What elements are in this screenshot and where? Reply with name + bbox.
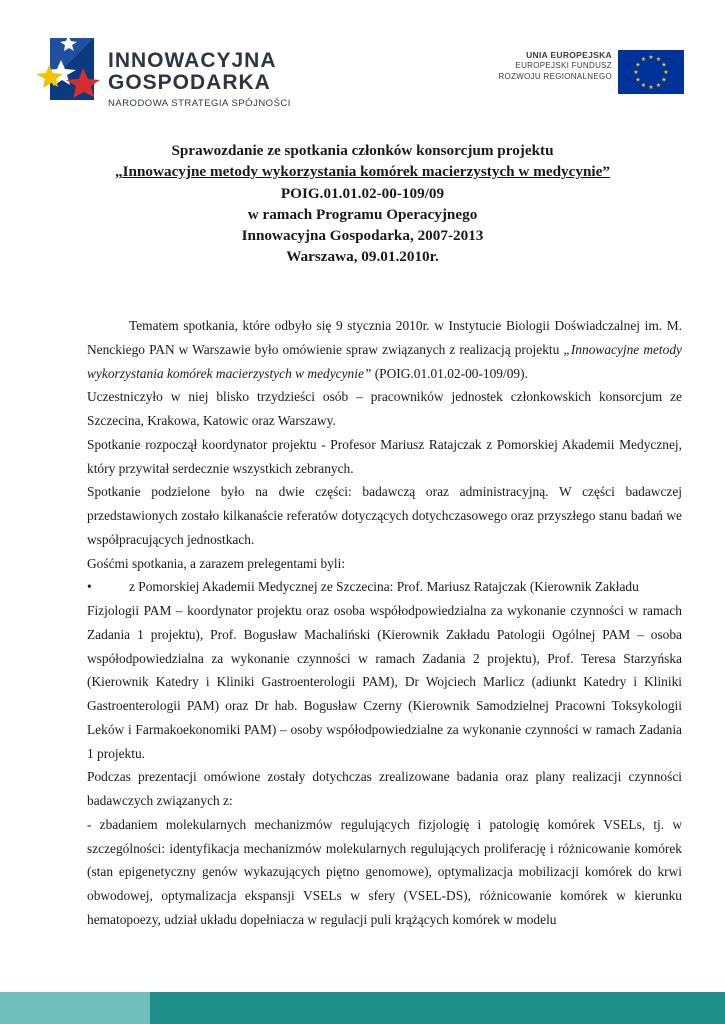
- paragraph-research: - zbadaniem molekularnych mechanizmów regulujących fizjologię i patologię komórek VSELs, tj. w szczególności: identyfikacja mechanizmów molekularnych regulujących proliferację i różnicowanie komórek (stan epigenetyczny genów wykazujących piętno genomowe), optymalizacja mobilizacji komórek do krwi obwodowej, optymalizacja ekspansji VSELs w sfery (VSEL-DS), różnicowanie komórek w kierunku hematopoezy, udział układu dopełniacza w regulacji puli krążących komórek w modelu: [87, 816, 682, 927]
- svg-text:★: ★: [655, 56, 662, 63]
- title-line-1: Sprawozdanie ze spotkania członków konsorcjum projektu: [171, 142, 554, 159]
- paragraph-presentations: Podczas prezentacji omówione zostały dotychczas zrealizowane badania oraz plany realizacji czynności badawczych związanych z:: [87, 769, 682, 808]
- report-body: [87, 314, 682, 932]
- bullet-text-continued: Fizjologii PAM – koordynator projektu oraz osoba współodpowiedzialna za wykonanie czynności w ramach Zadania 1 projektu), Prof. Bogusław Machaliński (Kierownik Zakładu Patologii Ogólnej PAM – osoba współodpowiedzialna za wykonanie czynności w ramach Zadania 2 projektu), Prof. Teresa Starzyńska (Kierownik Katedry i Kliniki Gastroenterologii PAM), Dr Wojciech Marlicz (adiunkt Katedry i Kliniki Gastroenterologii PAM) oraz Dr hab. Bogusław Czerny (Kierownik Samodzielnej Pracowni Toksykologii Leków i Farmakoekonomiki PAM) – osoby współodpowiedzialne za wykonanie czynności w ramach Zadania 1 projektu.: [87, 603, 682, 761]
- eu-flag-icon: [618, 50, 684, 94]
- report-title: [0, 140, 725, 268]
- title-line-5: Innowacyjna Gospodarka, 2007-2013: [241, 227, 484, 245]
- svg-text:★: ★: [640, 82, 647, 89]
- intro-text-end: (POIG.01.01.02-00-109/09).: [371, 365, 528, 381]
- paragraph-structure: Spotkanie podzielone było na dwie części: badawczą oraz administracyjną. W części badawczej przedstawionych zostało kilkanaście referatów dotyczących dotychczasowego oraz przyszłego stanu badań we współpracujących jednostkach.: [87, 484, 682, 547]
- eu-text: [498, 50, 612, 82]
- title-line-6: Warszawa, 09.01.2010r.: [286, 248, 439, 266]
- intro-text: Tematem spotkania, które odbyło się 9 stycznia 2010r. w Instytucie Biologii Doświadczalnej im. M. Nenckiego PAN w Warszawie było omówienie spraw związanych z realizacją projektu: [87, 318, 682, 357]
- eu-logo: [484, 37, 696, 105]
- innowacyjna-gospodarka-logo: [36, 30, 306, 115]
- ig-logo-line2: GOSPODARKA: [108, 71, 271, 94]
- ig-emblem-icon: [36, 30, 108, 115]
- bullet-icon: •: [87, 579, 92, 595]
- svg-text:★: ★: [663, 69, 669, 76]
- svg-text:★: ★: [635, 61, 641, 69]
- eu-line2: ROZWOJU REGIONALNEGO: [498, 72, 612, 81]
- bullet-item: [87, 575, 682, 599]
- ig-logo-line1: INNOWACYJNA: [108, 49, 277, 72]
- ig-logo-line3: NARODOWA STRATEGIA SPÓJNOŚCI: [108, 98, 291, 109]
- svg-text:★: ★: [661, 76, 667, 84]
- paragraph-opening: Spotkanie rozpoczął koordynator projektu - Profesor Mariusz Ratajczak z Pomorskiej Akademii Medycznej, który przywitał serdecznie wszystkich zebranych.: [87, 436, 682, 476]
- paragraph-participants: Uczestniczyło w niej blisko trzydzieści osób – pracowników jednostek członkowskich konsorcjum ze Szczecina, Krakowa, Katowic oraz Warszawy.: [87, 389, 682, 428]
- footer-accent: [0, 992, 150, 1024]
- title-line-4: w ramach Programu Operacyjnego: [247, 205, 478, 223]
- svg-text:★: ★: [635, 76, 641, 84]
- svg-text:★: ★: [648, 54, 654, 61]
- footer-bar: [0, 992, 725, 1024]
- svg-text:★: ★: [640, 56, 647, 63]
- svg-text:★: ★: [661, 61, 667, 69]
- paragraph-guests-intro: Gośćmi spotkania, a zarazem prelegentami byli:: [87, 555, 346, 571]
- svg-text:★: ★: [655, 82, 662, 89]
- eu-title: UNIA EUROPEJSKA: [526, 50, 612, 60]
- eu-line1: EUROPEJSKI FUNDUSZ: [515, 61, 612, 70]
- ig-wordmark: [108, 50, 291, 109]
- title-line-2: „Innowacyjne metody wykorzystania komórek macierzystych w medycynie”: [115, 163, 610, 181]
- bullet-text-first-line: z Pomorskiej Akademii Medycznej ze Szczecina: Prof. Mariusz Ratajczak (Kierownik Zakładu: [129, 579, 639, 595]
- svg-text:★: ★: [648, 84, 654, 91]
- svg-text:★: ★: [633, 69, 639, 76]
- paragraph-intro: [87, 314, 682, 385]
- project-title-italic: „Innowacyjne metody wykorzystania komórek macierzystych w medycynie”: [87, 341, 682, 381]
- title-line-3: POIG.01.01.02-00-109/09: [280, 184, 445, 202]
